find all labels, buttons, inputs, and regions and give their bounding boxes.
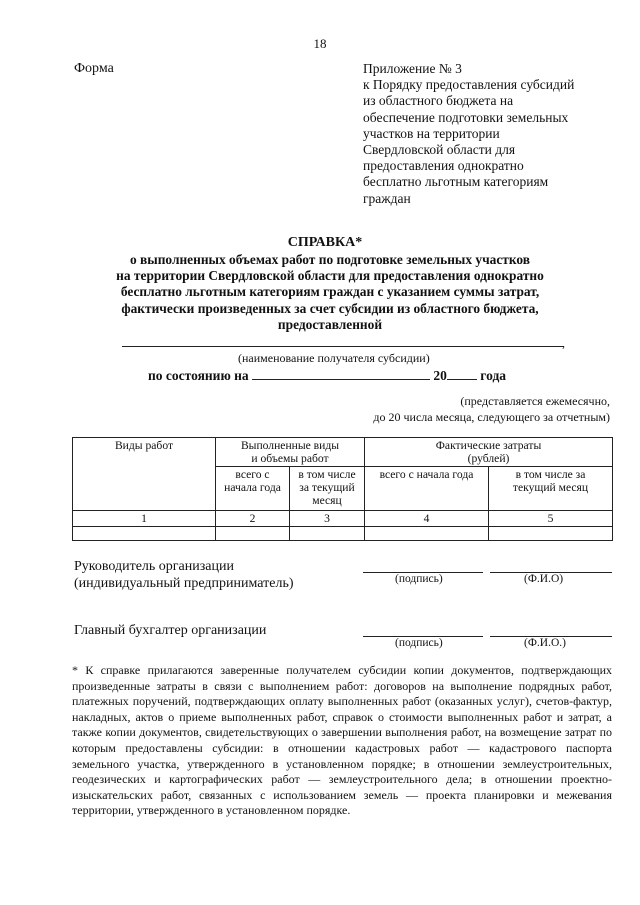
header-line: Выполненные виды (240, 439, 340, 452)
date-field[interactable] (252, 367, 430, 380)
annex-line: из областного бюджета на (363, 93, 514, 109)
accountant-signature-caption: (подпись) (395, 637, 443, 649)
subheader-current-month (290, 467, 365, 511)
submission-note-line: до 20 числа месяца, следующего за отчетным) (373, 409, 610, 424)
footnote: * К справке прилагаются заверенные получателем субсидии копии документов, подтверждающих произведенные затраты в связи с выполнением работ: договоров на выполнение подрядных работ, платежных поручений, подтверждающих оплату выполненных работ (оказанных услуг), счетов-фактур, накладных, актов о приеме выполненных работ, справок о стоимости выполненных работ и затрат, а также копии документов, свидетельствующих о завершении выполнения работ, на возмещение затрат по которым предоставлены субсидии: в отношении кадастровых работ — кадастрового паспорта земельного участка, утвержденного в установленном порядке; в отношении землеустроительных, геодезических и картографических работ — землеустроительного дела; в отношении проектно-изыскательских работ, связанных с использованием земель — проекта планировки и межевания территории, утвержденного в установленном порядке. (72, 663, 612, 818)
subtitle-line: предоставленной (277, 316, 383, 332)
header-completed-works (216, 438, 365, 467)
submission-note-line: (представляется ежемесячно, (460, 394, 610, 408)
header-line: начала года (224, 481, 281, 494)
header-line: Фактические затраты (435, 439, 542, 452)
header-line: месяц (312, 494, 342, 507)
head-name-caption: (Ф.И.О) (524, 573, 564, 585)
header-line: за текущий (299, 481, 355, 494)
page-number: 18 (313, 36, 327, 51)
subtitle-line: фактически произведенных за счет субсидии из областного бюджета, (121, 300, 539, 316)
subtitle-line: о выполненных объемах работ по подготовке земельных участков (129, 252, 531, 267)
accountant-label: Главный бухгалтер организации (74, 623, 267, 638)
recipient-label: (наименование получателя субсидии) (238, 351, 430, 365)
year-field[interactable] (447, 367, 477, 380)
form-label: Форма (74, 61, 114, 76)
empty-cell[interactable] (290, 527, 365, 541)
header-line: всего с (235, 468, 270, 481)
header-line: текущий месяц (512, 481, 589, 494)
document-subtitle (80, 252, 580, 333)
recipient-comma: , (562, 336, 565, 350)
head-label (74, 558, 294, 592)
column-number: 3 (290, 511, 365, 527)
annex-line: Свердловской области для (363, 142, 516, 158)
accountant-name-caption: (Ф.И.О.) (524, 637, 566, 649)
annex-line: бесплатно льготным категориям (363, 174, 549, 190)
subtitle-line: на территории Свердловской области для предоставления однократно (116, 268, 544, 284)
column-number: 1 (73, 511, 216, 527)
column-number: 4 (365, 511, 489, 527)
header-line: (рублей) (467, 452, 510, 465)
annex-block (363, 61, 613, 207)
empty-cell[interactable] (489, 527, 613, 541)
subheader-total-since-start (216, 467, 290, 511)
empty-cell[interactable] (216, 527, 290, 541)
as-of-prefix: по состоянию на (148, 368, 249, 383)
as-of-date (148, 367, 506, 384)
year-prefix: 20 (433, 368, 447, 383)
empty-cell[interactable] (73, 527, 216, 541)
annex-title: Приложение № 3 (363, 61, 462, 76)
header-line: и объемы работ (251, 452, 329, 465)
header-work-types: Виды работ (73, 438, 216, 511)
empty-cell[interactable] (365, 527, 489, 541)
subheader-costs-current-month (489, 467, 613, 511)
annex-line: граждан (363, 190, 411, 206)
year-suffix: года (480, 368, 507, 383)
subheader-costs-total-since-start: всего с начала года (365, 467, 489, 511)
head-signature-caption: (подпись) (395, 573, 443, 585)
annex-line: к Порядку предоставления субсидий (363, 77, 575, 93)
submission-note (340, 394, 610, 425)
document-title: СПРАВКА* (287, 235, 363, 250)
column-number: 2 (216, 511, 290, 527)
works-table (72, 437, 613, 541)
header-line: в том числе за (515, 468, 586, 481)
annex-line: участков на территории (363, 125, 500, 141)
head-label-line: Руководитель организации (74, 559, 234, 574)
annex-line: обеспечение подготовки земельных (363, 109, 569, 125)
annex-line: предоставления однократно (363, 158, 524, 174)
header-line: в том числе (298, 468, 356, 481)
recipient-name-field[interactable] (122, 346, 564, 347)
header-actual-costs (365, 438, 613, 467)
subtitle-line: бесплатно льготным категориям граждан с указанием суммы затрат, (120, 284, 540, 300)
column-number: 5 (489, 511, 613, 527)
head-label-line: (индивидуальный предприниматель) (74, 576, 294, 591)
